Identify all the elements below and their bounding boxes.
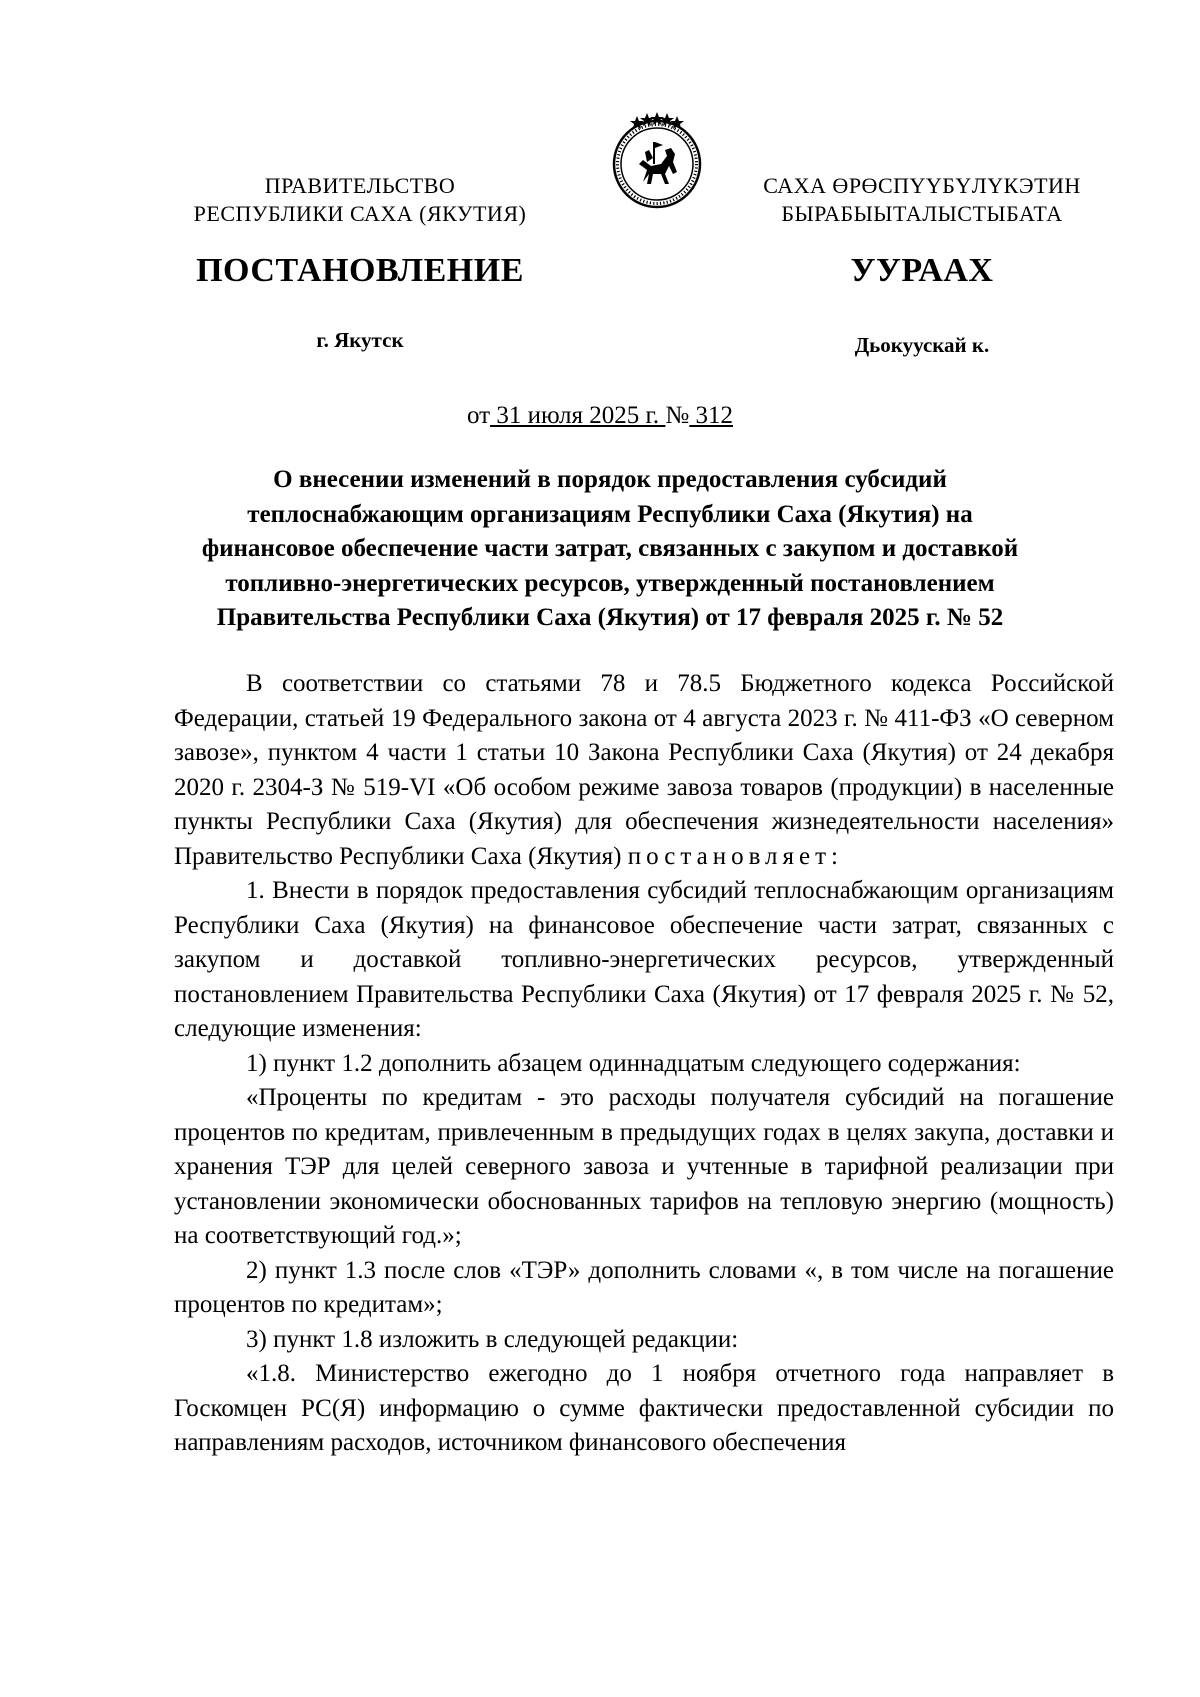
document-subject (180, 463, 1040, 636)
subitem-2-paragraph: 2) пункт 1.3 после слов «ТЭР» дополнить словами «, в том числе на погашение процентов по кредитам»; (174, 1256, 1114, 1318)
document-date-number (0, 402, 1200, 430)
subitem-1-paragraph: 1) пункт 1.2 дополнить абзацем одиннадцатым следующего содержания: (246, 1049, 1021, 1077)
preamble-verb: постановляет: (627, 842, 843, 870)
subject-line: финансовое обеспечение части затрат, связанных с закупом и доставкой (201, 535, 1019, 562)
quote-3-paragraph: «1.8. Министерство ежегодно до 1 ноября отчетного года направляет в Госкомцен РС(Я) информацию о сумме фактически предоставленной субсидии по направлениям расходов, источником финансового обеспечения (174, 1360, 1114, 1456)
document-type-russian: ПОСТАНОВЛЕНИЕ (196, 252, 524, 289)
number-sign: № (665, 402, 690, 429)
preamble-paragraph (174, 667, 1114, 874)
city-russian: г. Якутск (316, 328, 404, 352)
date-value: 31 июля 2025 г. (490, 402, 666, 429)
government-name-sakha-line1: САХА ӨРӨСПҮҮБҮЛҮКЭТИН (763, 173, 1081, 198)
government-name-russian (150, 172, 570, 228)
item-1-paragraph: 1. Внести в порядок предоставления субсидий теплоснабжающим организациям Республики Саха (Якутия) на финансовое обеспечение части затрат, связанных с закупом и доставкой топливно-энергетических ресурсов, утвержденный постановлением Правительства Республики Саха (Якутия) от 17 февраля 2025 г. № 52, следующие изменения: (174, 877, 1114, 1042)
subject-line: Правительства Республики Саха (Якутия) от 17 февраля 2025 г. № 52 (216, 604, 1004, 631)
city-sakha: Дьокуускай к. (854, 333, 990, 357)
document-header (0, 0, 1200, 370)
government-name-line1: ПРАВИТЕЛЬСТВО (264, 173, 456, 198)
subject-line: топливно-энергетических ресурсов, утвержденный постановлением (225, 569, 995, 597)
subitem-3-paragraph: 3) пункт 1.8 изложить в следующей редакции: (246, 1325, 739, 1353)
coat-of-arms-sakha-icon (603, 112, 711, 210)
document-type-sakha: УУРААХ (850, 252, 994, 289)
document-number: 312 (689, 402, 734, 429)
document-body (174, 667, 1114, 1461)
subject-line: теплоснабжающим организациям Республики Саха (Якутия) на (247, 500, 973, 528)
date-prefix: от (466, 402, 491, 429)
preamble-text: В соответствии со статьями 78 и 78.5 Бюджетного кодекса Российской Федерации, статьей 19 Федерального закона от 4 августа 2023 г. № 411-ФЗ «О северном завозе», пунктом 4 части 1 статьи 10 Закона Республики Саха (Якутия) от 24 декабря 2020 г. 2304-З № 519-VI «Об особом режиме завоза товаров (продукции) в населенные пункты Республики Саха (Якутия) для обеспечения жизнедеятельности населения» Правительство Республики Саха (Якутия) (174, 670, 1114, 870)
government-name-sakha (712, 172, 1132, 228)
quote-1-paragraph: «Проценты по кредитам - это расходы получателя субсидий на погашение процентов по кредитам, привлеченным в предыдущих годах в целях закупа, доставки и хранения ТЭР для целей северного завоза и учтенные в тарифной реализации при установлении экономически обоснованных тарифов на тепловую энергию (мощность) на соответствующий год.»; (174, 1084, 1114, 1249)
government-name-sakha-line2: БЫРАБЫЫТАЛЫСТЫБАТА (781, 201, 1063, 226)
subject-line: О внесении изменений в порядок предоставления субсидий (273, 466, 947, 493)
government-name-line2: РЕСПУБЛИКИ САХА (ЯКУТИЯ) (193, 201, 527, 226)
